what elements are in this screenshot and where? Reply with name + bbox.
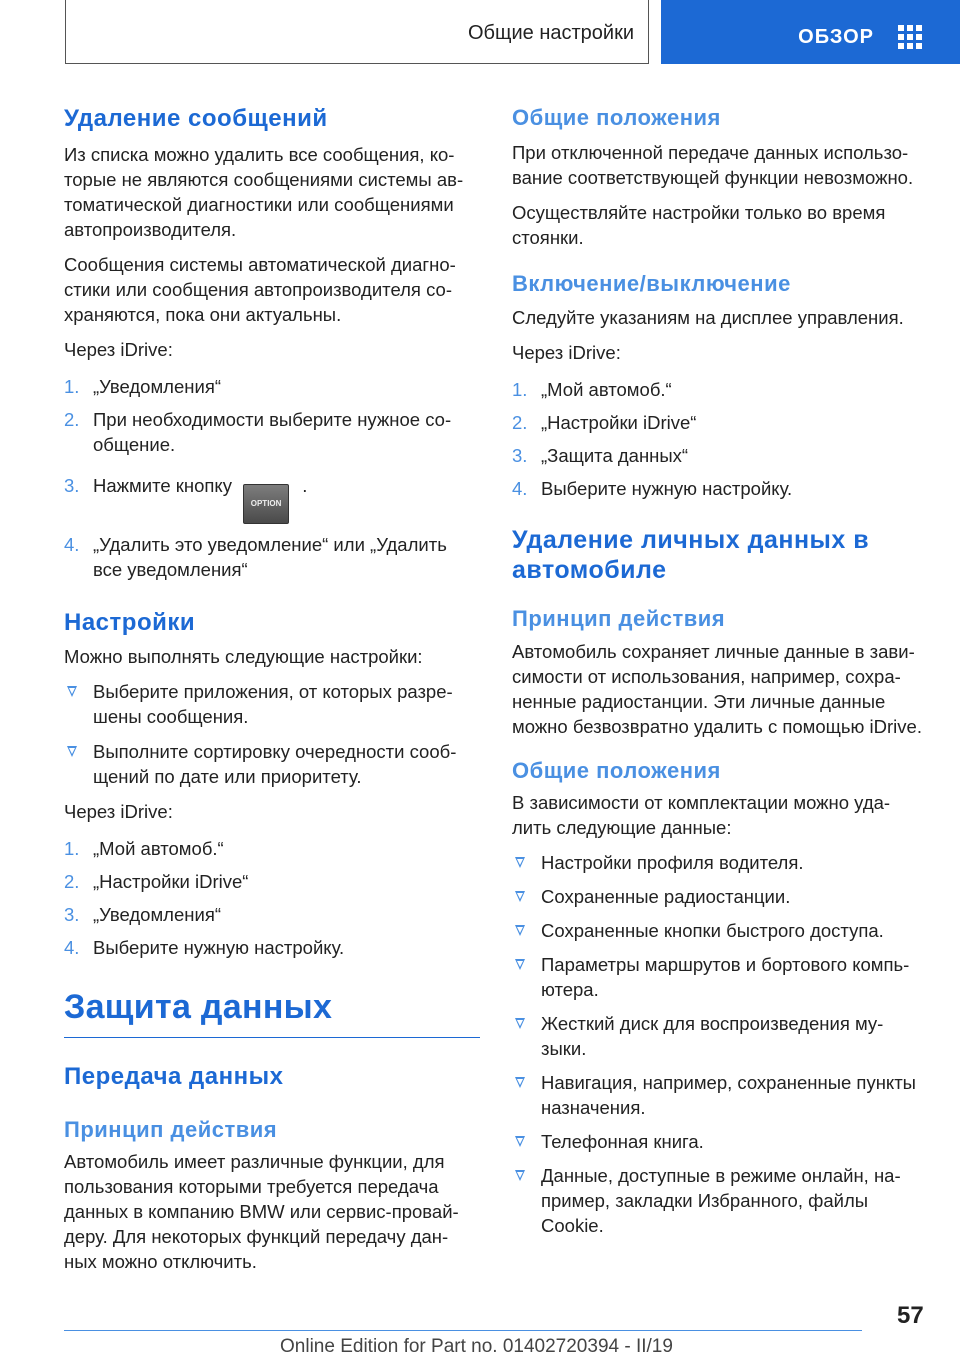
triangle-bullet-icon xyxy=(515,959,525,970)
bullet-text: Сохраненные кнопки быстрого доступа. xyxy=(541,920,884,941)
heading-general: Общие положения xyxy=(512,105,721,130)
step-text: „Защита данных“ xyxy=(541,445,689,466)
bullet-text: Телефонная книга. xyxy=(541,1131,704,1152)
triangle-bullet-icon xyxy=(67,686,77,697)
triangle-bullet-icon xyxy=(67,746,77,757)
bullet-text: Выберите приложения, от которых разре-шены сообщения. xyxy=(93,681,453,727)
footer-edition: Online Edition for Part no. 01402720394 - II/19 xyxy=(280,1336,673,1357)
triangle-bullet-icon xyxy=(515,1136,525,1147)
bullet-text: Настройки профиля водителя. xyxy=(541,852,804,873)
step-text: Выберите нужную настройку. xyxy=(93,937,345,958)
list-item xyxy=(64,935,480,960)
step-number: 2. xyxy=(64,871,80,892)
step-number: 1. xyxy=(64,376,80,397)
list-item xyxy=(512,918,924,943)
paragraph: Сообщения системы автоматической диагно-стики или сообщения автопроизводителя со-храняются, пока они актуальны. xyxy=(64,254,456,325)
heading-settings: Настройки xyxy=(64,609,196,636)
list-item xyxy=(512,410,924,435)
list-item xyxy=(512,377,924,402)
step-number: 1. xyxy=(64,838,80,859)
list-item xyxy=(64,407,480,457)
step-text: „Мой автомоб.“ xyxy=(541,379,672,400)
list-item xyxy=(512,1129,924,1154)
footer-rule xyxy=(64,1330,862,1331)
paragraph: Через iDrive: xyxy=(512,342,621,363)
heading-principle: Принцип действия xyxy=(64,1116,278,1142)
list-item xyxy=(64,836,480,861)
triangle-bullet-icon xyxy=(515,1077,525,1088)
step-number: 4. xyxy=(64,534,80,555)
step-text: „Уведомления“ xyxy=(93,376,221,397)
heading-data-protection: Защита данных xyxy=(64,988,333,1026)
step-text: „Настройки iDrive“ xyxy=(93,871,249,892)
step-text: Нажмите кнопку xyxy=(93,475,232,496)
left-column xyxy=(64,100,480,1274)
list-item xyxy=(512,952,924,1002)
list-item xyxy=(512,850,924,875)
step-number: 1. xyxy=(512,379,528,400)
list-item xyxy=(64,679,480,729)
step-number: 2. xyxy=(512,412,528,433)
step-number: 3. xyxy=(512,445,528,466)
triangle-bullet-icon xyxy=(515,857,525,868)
list-item xyxy=(64,739,480,789)
paragraph: Через iDrive: xyxy=(64,801,173,822)
section-rule xyxy=(64,986,480,1038)
heading-delete-personal-data: Удаление личных данных в автомобиле xyxy=(512,526,870,584)
list-item xyxy=(512,1163,924,1238)
step-text: „Уведомления“ xyxy=(93,904,221,925)
paragraph: Можно выполнять следующие настройки: xyxy=(64,646,423,667)
list-item xyxy=(64,902,480,927)
heading-data-transfer: Передача данных xyxy=(64,1062,284,1090)
heading-on-off: Включение/выключение xyxy=(512,270,791,296)
triangle-bullet-icon xyxy=(515,1170,525,1181)
step-suffix: . xyxy=(302,475,308,496)
paragraph: Через iDrive: xyxy=(64,339,173,360)
list-item xyxy=(64,869,480,894)
bullet-list xyxy=(64,679,480,789)
option-button-icon: OPTION xyxy=(243,484,289,524)
overview-tab-label: ОБЗОР xyxy=(798,26,874,48)
page-number: 57 xyxy=(897,1302,924,1329)
list-item xyxy=(64,473,480,524)
step-text: „Настройки iDrive“ xyxy=(541,412,697,433)
triangle-bullet-icon xyxy=(515,891,525,902)
step-number: 4. xyxy=(512,478,528,499)
paragraph: Автомобиль имеет различные функции, для пользования которыми требуется передача данных в компанию BMW или сервис-провай-деру. Для некоторых функций передачу дан-ных можно отключить. xyxy=(64,1151,459,1272)
list-item xyxy=(512,443,924,468)
list-item xyxy=(512,1011,924,1061)
step-number: 4. xyxy=(64,937,80,958)
list-item xyxy=(64,374,480,399)
list-item xyxy=(64,532,480,582)
step-text: „Мой автомоб.“ xyxy=(93,838,224,859)
triangle-bullet-icon xyxy=(515,925,525,936)
step-text: „Удалить это уведомление“ или „Удалить все уведомления“ xyxy=(93,534,447,580)
paragraph: При отключенной передаче данных использо-вание соответствующей функции невозможно. xyxy=(512,141,914,188)
overview-tab[interactable] xyxy=(661,0,960,64)
paragraph: Осуществляйте настройки только во время стоянки. xyxy=(512,201,886,248)
header-section-box xyxy=(65,0,649,64)
list-item xyxy=(512,476,924,501)
step-text: При необходимости выберите нужное со-общение. xyxy=(93,409,452,455)
steps-list xyxy=(512,377,924,501)
paragraph: В зависимости от комплектации можно уда-лить следующие данные: xyxy=(512,792,891,838)
bullet-text: Жесткий диск для воспроизведения му-зыки. xyxy=(541,1013,884,1059)
step-number: 3. xyxy=(64,475,80,496)
bullet-text: Сохраненные радиостанции. xyxy=(541,886,791,907)
paragraph: Следуйте указаниям на дисплее управления. xyxy=(512,307,904,328)
steps-list xyxy=(64,374,480,582)
heading-delete-messages: Удаление сообщений xyxy=(64,105,328,132)
right-column xyxy=(512,100,924,1238)
list-item xyxy=(512,1070,924,1120)
step-number: 2. xyxy=(64,409,80,430)
bullet-text: Выполните сортировку очередности сооб-щений по дате или приоритету. xyxy=(93,741,457,787)
heading-general: Общие положения xyxy=(512,757,721,783)
grid-icon xyxy=(898,25,922,49)
bullet-list xyxy=(512,850,924,1238)
list-item xyxy=(512,884,924,909)
step-text: Выберите нужную настройку. xyxy=(541,478,793,499)
header-section-title: Общие настройки xyxy=(468,22,634,44)
triangle-bullet-icon xyxy=(515,1018,525,1029)
bullet-text: Навигация, например, сохраненные пункты назначения. xyxy=(541,1072,916,1118)
bullet-text: Данные, доступные в режиме онлайн, на-пример, закладки Избранного, файлы Cookie. xyxy=(541,1165,901,1236)
bullet-text: Параметры маршрутов и бортового компь-ютера. xyxy=(541,954,910,1000)
heading-principle: Принцип действия xyxy=(512,606,726,631)
step-number: 3. xyxy=(64,904,80,925)
steps-list xyxy=(64,836,480,960)
paragraph: Из списка можно удалить все сообщения, ко-торые не являются сообщениями системы ав-томатической диагностики или сообщениями автопроизводителя. xyxy=(64,144,464,240)
paragraph: Автомобиль сохраняет личные данные в зави-симости от использования, например, сохра-ненные радиостанции. Эти личные данные можно безвозвратно удалить с помощью iDrive. xyxy=(512,640,922,737)
